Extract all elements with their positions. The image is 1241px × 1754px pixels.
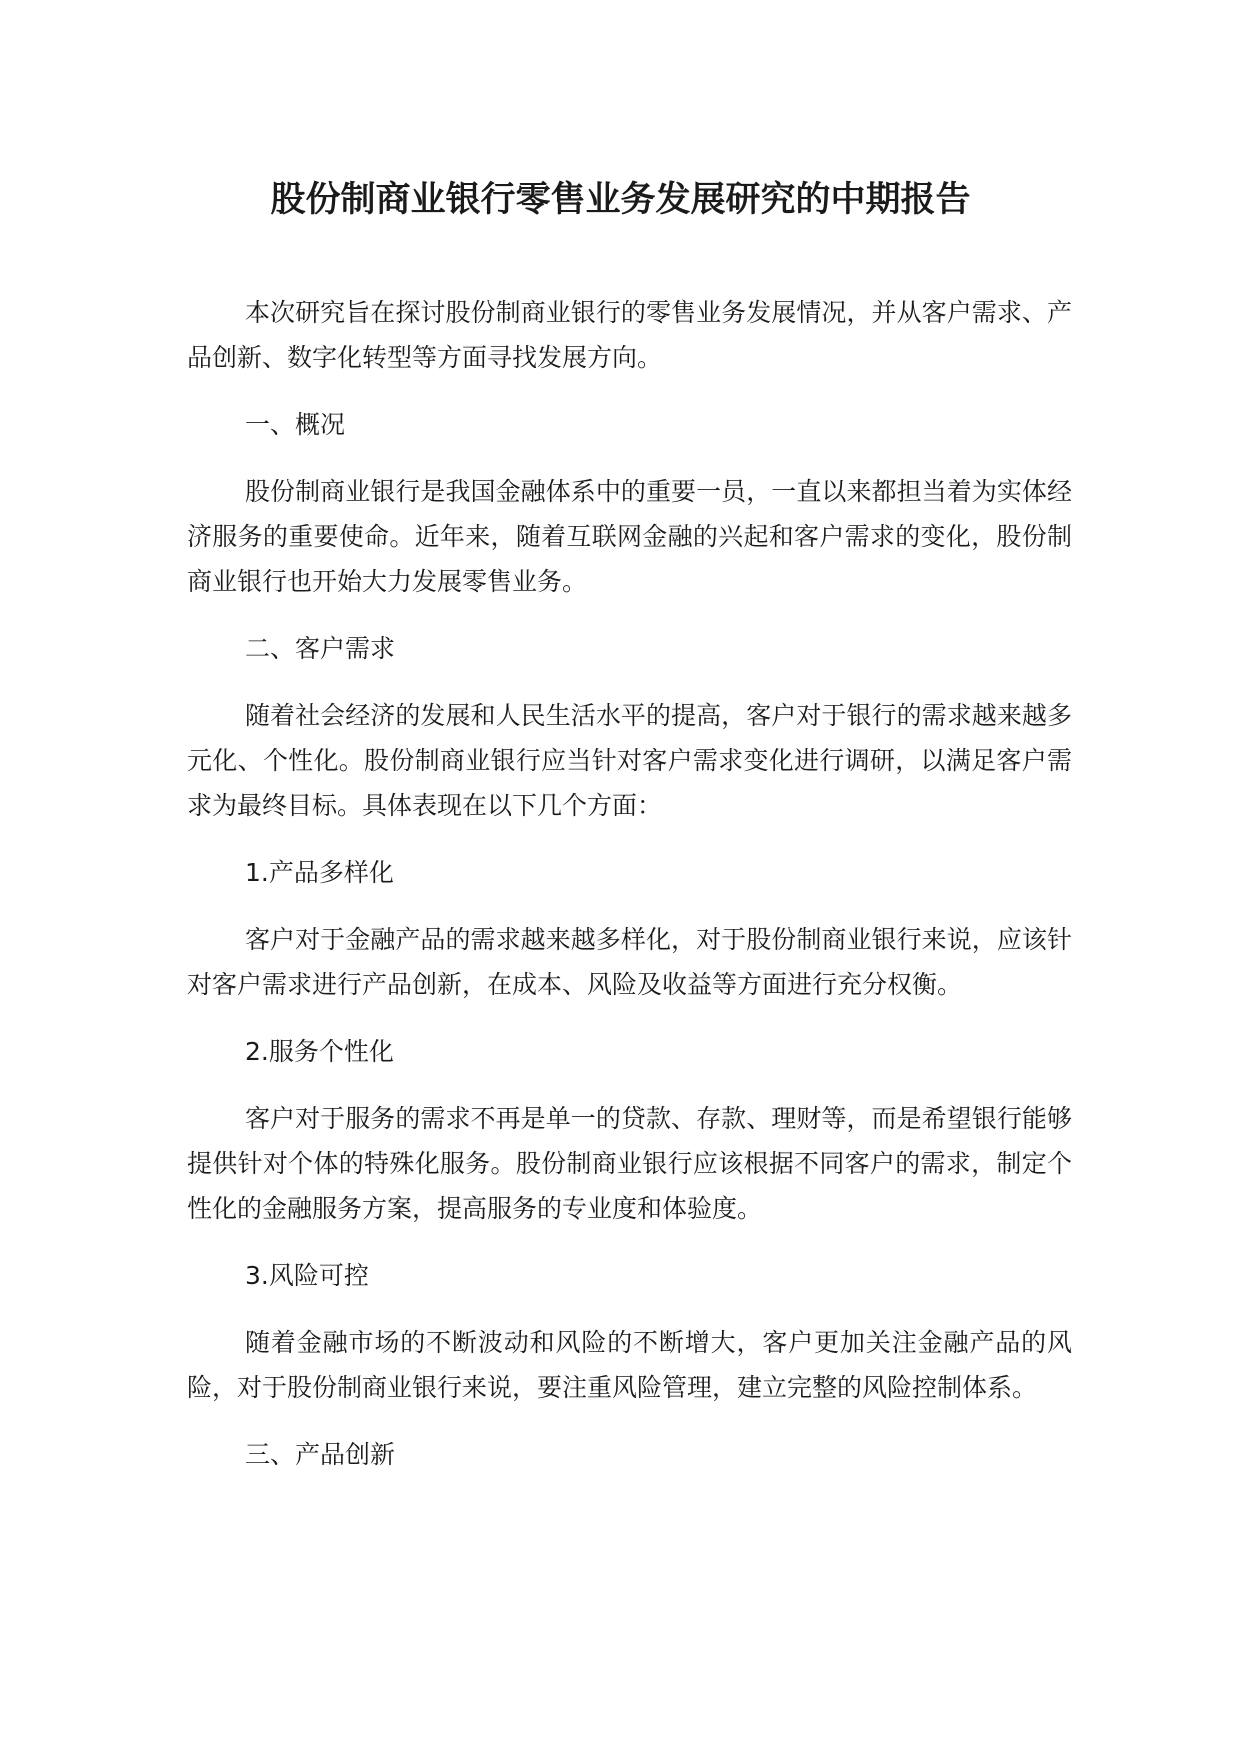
customer-needs-paragraph: 随着社会经济的发展和人民生活水平的提高，客户对于银行的需求越来越多元化、个性化。股份制商业银行应当针对客户需求变化进行调研，以满足客户需求为最终目标。具体表现在以下几个方面：: [187, 701, 1072, 820]
subheading-service-personalization: 2.服务个性化: [245, 1037, 394, 1066]
risk-control-paragraph: 随着金融市场的不断波动和风险的不断增大，客户更加关注金融产品的风险，对于股份制商业银行来说，要注重风险管理，建立完整的风险控制体系。: [187, 1328, 1072, 1402]
document-body: [187, 290, 1072, 1499]
service-personalization-paragraph: 客户对于服务的需求不再是单一的贷款、存款、理财等，而是希望银行能够提供针对个体的特殊化服务。股份制商业银行应该根据不同客户的需求，制定个性化的金融服务方案，提高服务的专业度和体验度。: [187, 1104, 1072, 1223]
intro-paragraph: 本次研究旨在探讨股份制商业银行的零售业务发展情况，并从客户需求、产品创新、数字化转型等方面寻找发展方向。: [187, 298, 1072, 372]
section-heading-customer-needs: 二、客户需求: [245, 634, 396, 663]
overview-paragraph: 股份制商业银行是我国金融体系中的重要一员，一直以来都担当着为实体经济服务的重要使命。近年来，随着互联网金融的兴起和客户需求的变化，股份制商业银行也开始大力发展零售业务。: [187, 477, 1072, 596]
subheading-risk-control: 3.风险可控: [245, 1261, 369, 1290]
subheading-product-diversity: 1.产品多样化: [245, 858, 394, 887]
section-heading-product-innovation: 三、产品创新: [245, 1440, 396, 1469]
product-diversity-paragraph: 客户对于金融产品的需求越来越多样化，对于股份制商业银行来说，应该针对客户需求进行产品创新，在成本、风险及收益等方面进行充分权衡。: [187, 925, 1072, 999]
section-heading-overview: 一、概况: [245, 410, 346, 439]
document-title: 股份制商业银行零售业务发展研究的中期报告: [270, 180, 971, 220]
